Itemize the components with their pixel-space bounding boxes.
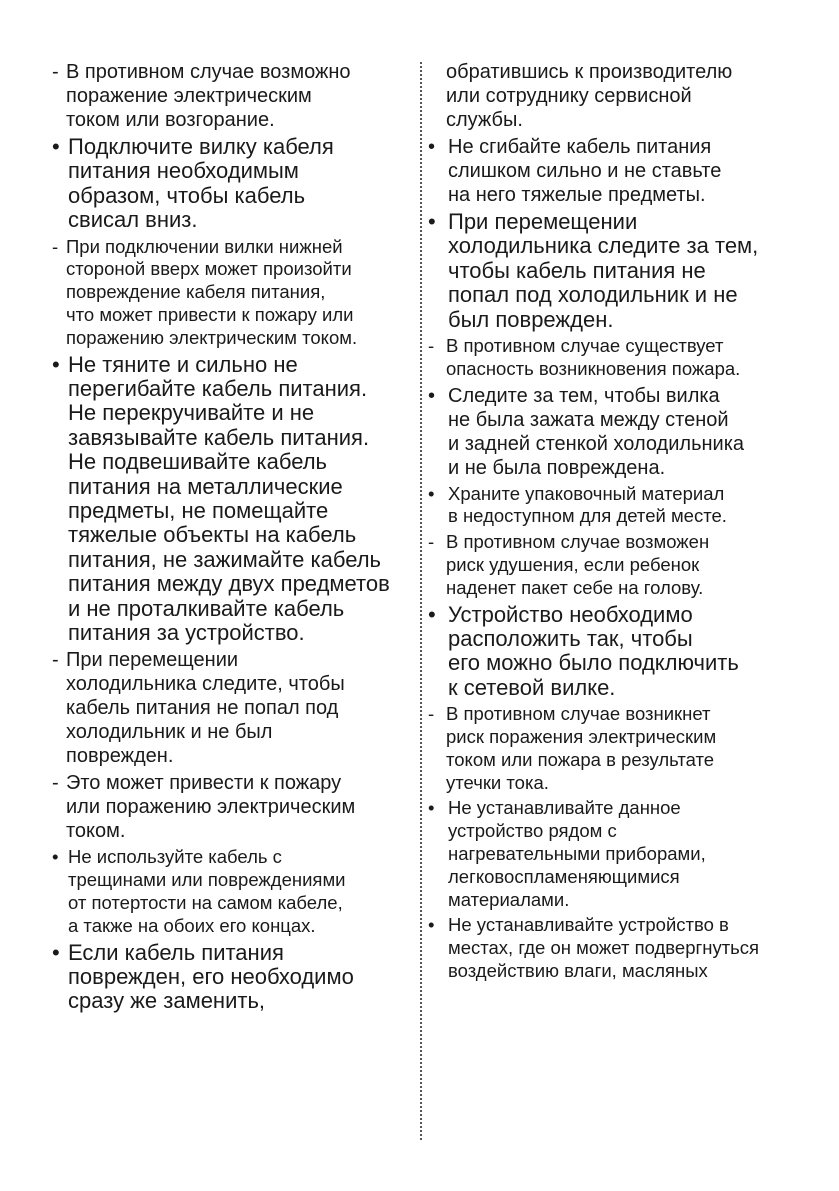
bullet-icon: • bbox=[428, 601, 436, 627]
text-line: Не используйте кабель с bbox=[68, 846, 282, 868]
text-line: Не тяните и сильно не bbox=[68, 351, 298, 377]
text-line: питания на металлические bbox=[68, 473, 343, 499]
text-line: и не была повреждена. bbox=[448, 456, 666, 479]
text-line: от потертости на самом кабеле, bbox=[68, 892, 343, 914]
list-item bbox=[428, 914, 800, 982]
text-line: При перемещении bbox=[66, 649, 239, 672]
text-line: слишком сильно и не ставьте bbox=[448, 160, 722, 182]
text-line: легковоспламеняющимися bbox=[448, 865, 680, 887]
text-line: Подключите вилку кабеля bbox=[68, 134, 334, 159]
text-line: При перемещении bbox=[448, 209, 638, 234]
text-line: питания за устройство. bbox=[68, 620, 305, 646]
text-line: а также на обоих его концах. bbox=[68, 914, 316, 936]
text-line: В противном случае возможно bbox=[66, 61, 351, 83]
list-item bbox=[428, 135, 800, 207]
text-line: поражение электрическим bbox=[66, 85, 312, 107]
bullet-icon: • bbox=[428, 914, 435, 936]
text-line: током или пожара в результате bbox=[446, 748, 715, 770]
text-line: В противном случае возникнет bbox=[446, 703, 711, 725]
text-line: током или возгорание. bbox=[66, 109, 275, 131]
text-line: током. bbox=[66, 820, 126, 843]
text-line: или поражению электрическим bbox=[66, 796, 356, 819]
text-line: Следите за тем, чтобы вилка bbox=[448, 384, 720, 407]
text-line: Это может привести к пожару bbox=[66, 772, 342, 795]
text-line: перегибайте кабель питания. bbox=[68, 376, 368, 402]
bullet-icon: • bbox=[52, 351, 60, 377]
text-line: трещинами или повреждениями bbox=[68, 869, 346, 891]
list-item bbox=[428, 603, 800, 701]
text-line: опасность возникновения пожара. bbox=[446, 357, 741, 379]
text-line: расположить так, чтобы bbox=[448, 626, 693, 652]
text-line: В противном случае возможен bbox=[446, 531, 710, 553]
dash-marker: - bbox=[428, 335, 435, 357]
list-item bbox=[52, 941, 414, 1014]
bullet-icon: • bbox=[52, 134, 60, 159]
text-line: тяжелые объекты на кабель bbox=[68, 522, 357, 548]
list-item bbox=[52, 648, 414, 768]
text-line: В противном случае существует bbox=[446, 335, 724, 357]
text-line: не была зажата между стеной bbox=[448, 408, 729, 431]
dash-marker: - bbox=[52, 772, 59, 795]
list-item bbox=[428, 703, 800, 794]
text-line: повреждение кабеля питания, bbox=[66, 281, 326, 303]
text-line: чтобы кабель питания не bbox=[448, 257, 706, 283]
text-line: кабель питания не попал под bbox=[66, 697, 339, 720]
text-line: и задней стенкой холодильника bbox=[448, 432, 745, 455]
dash-marker: - bbox=[52, 649, 59, 672]
text-line: холодильника следите, чтобы bbox=[66, 673, 345, 696]
bullet-icon: • bbox=[428, 136, 436, 158]
text-line: и не проталкивайте кабель bbox=[68, 595, 345, 621]
text-line: материалами. bbox=[448, 888, 570, 910]
text-line: Не подвешивайте кабель bbox=[68, 449, 327, 475]
text-line: холодильник и не был bbox=[66, 721, 273, 744]
text-line: предметы, не помещайте bbox=[68, 498, 329, 524]
text-line: Храните упаковочный материал bbox=[448, 482, 725, 504]
text-line: Не устанавливайте данное bbox=[448, 797, 681, 819]
text-line: Не сгибайте кабель питания bbox=[448, 136, 712, 158]
list-item bbox=[52, 135, 414, 233]
text-line: свисал вниз. bbox=[68, 207, 198, 233]
left-column bbox=[52, 60, 414, 1017]
text-line: его можно было подключить bbox=[448, 650, 739, 676]
text-line: холодильника следите за тем, bbox=[448, 233, 759, 259]
bullet-icon: • bbox=[428, 384, 436, 407]
list-item bbox=[428, 210, 800, 332]
text-line: Если кабель питания bbox=[68, 939, 284, 965]
text-line: поражению электрическим током. bbox=[66, 326, 358, 348]
column-divider bbox=[420, 62, 422, 1140]
dash-marker: - bbox=[52, 235, 59, 257]
list-item bbox=[52, 846, 414, 937]
right-column bbox=[428, 60, 800, 986]
text-line: наденет пакет себе на голову. bbox=[446, 576, 704, 598]
text-line: местах, где он может подвергнуться bbox=[448, 937, 760, 959]
text-line: Устройство необходимо bbox=[448, 601, 693, 627]
text-line: на него тяжелые предметы. bbox=[448, 184, 706, 206]
text-line: завязывайте кабель питания. bbox=[68, 424, 370, 450]
dash-marker: - bbox=[52, 61, 59, 83]
text-line: питания необходимым bbox=[68, 158, 299, 184]
list-item bbox=[428, 384, 800, 480]
list-item bbox=[52, 353, 414, 646]
bullet-icon: • bbox=[428, 482, 435, 504]
text-line: попал под холодильник и не bbox=[448, 282, 738, 308]
text-line: стороной вверх может произойти bbox=[66, 258, 352, 280]
list-item bbox=[428, 483, 800, 529]
text-line: устройство рядом с bbox=[448, 820, 617, 842]
list-item bbox=[428, 60, 800, 132]
text-line: поврежден. bbox=[66, 745, 174, 768]
text-line: питания между двух предметов bbox=[68, 571, 390, 597]
bullet-icon: • bbox=[428, 209, 436, 234]
text-line: поврежден, его необходимо bbox=[68, 964, 354, 990]
text-line: или сотруднику сервисной bbox=[446, 85, 692, 107]
list-item bbox=[52, 60, 414, 132]
bullet-icon: • bbox=[52, 939, 60, 965]
text-line: был поврежден. bbox=[448, 306, 614, 332]
text-line: обратившись к производителю bbox=[446, 61, 733, 83]
text-line: воздействию влаги, масляных bbox=[448, 960, 708, 981]
dash-marker: - bbox=[428, 531, 435, 553]
text-line: При подключении вилки нижней bbox=[66, 235, 343, 257]
dash-marker: - bbox=[428, 703, 435, 725]
text-line: службы. bbox=[446, 109, 523, 131]
bullet-icon: • bbox=[428, 797, 435, 819]
text-line: утечки тока. bbox=[446, 771, 549, 793]
text-line: Не перекручивайте и не bbox=[68, 400, 315, 426]
text-line: сразу же заменить, bbox=[68, 988, 266, 1014]
text-line: образом, чтобы кабель bbox=[68, 182, 306, 208]
text-line: риск поражения электрическим bbox=[446, 726, 717, 748]
text-line: что может привести к пожару или bbox=[66, 304, 354, 326]
text-line: нагревательными приборами, bbox=[448, 843, 706, 865]
text-line: риск удушения, если ребенок bbox=[446, 554, 700, 576]
list-item bbox=[52, 236, 414, 350]
list-item bbox=[428, 531, 800, 599]
text-line: Не устанавливайте устройство в bbox=[448, 914, 729, 936]
list-item bbox=[428, 335, 800, 381]
text-line: к сетевой вилке. bbox=[448, 674, 616, 700]
text-line: в недоступном для детей месте. bbox=[448, 505, 727, 527]
list-item bbox=[52, 771, 414, 843]
text-line: питания, не зажимайте кабель bbox=[68, 546, 381, 572]
bullet-icon: • bbox=[52, 846, 59, 868]
list-item bbox=[428, 797, 800, 911]
